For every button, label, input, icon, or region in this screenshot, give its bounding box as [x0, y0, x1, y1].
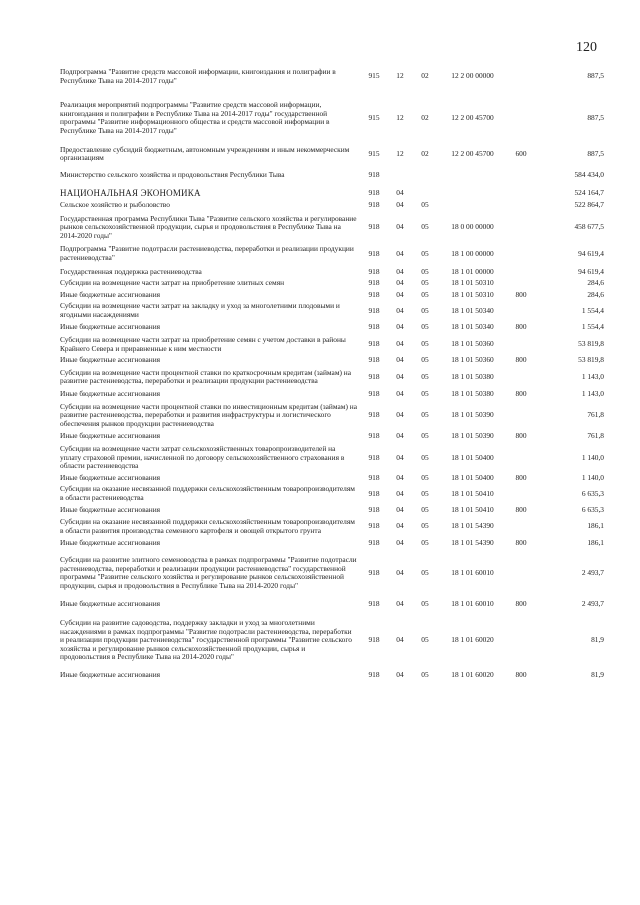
subsection-code: 05 — [421, 289, 429, 299]
row-name: Субсидии на возмещение части затрат на приобретение семян с учетом доставки в районы Крайнего Севера и приравненные к ним местности — [60, 335, 346, 353]
expense-type-code — [508, 171, 534, 190]
section-code: 04 — [396, 372, 404, 382]
ministry-code: 918 — [368, 305, 380, 315]
section-code: 04 — [396, 669, 404, 679]
table-row — [60, 201, 604, 215]
amount: 1 140,0 — [581, 452, 604, 462]
amount: 2 493,7 — [581, 599, 604, 609]
section-code: 04 — [396, 248, 404, 258]
target-article-code: 18 1 01 54390 — [451, 521, 494, 531]
subsection-code: 05 — [421, 199, 429, 209]
expense-type-code: 800 — [515, 538, 527, 548]
subsection-code — [413, 171, 437, 190]
target-article-code: 18 1 01 60010 — [451, 599, 494, 609]
table-row — [60, 671, 604, 680]
expense-type-code — [508, 279, 534, 291]
section-code: 12 — [396, 113, 404, 123]
expense-type-code — [508, 201, 534, 215]
section-code: 04 — [396, 305, 404, 315]
target-article-code: 18 1 01 50410 — [451, 504, 494, 514]
row-name: Иные бюджетные ассигнования — [60, 389, 161, 399]
subsection-code: 02 — [421, 148, 429, 158]
ministry-code: 918 — [368, 266, 380, 276]
page-number: 120 — [576, 40, 597, 55]
amount: 458 677,5 — [574, 222, 604, 232]
target-article-code: 18 1 01 50340 — [451, 305, 494, 315]
amount: 1 140,0 — [581, 472, 604, 482]
section-code: 04 — [396, 222, 404, 232]
row-name: Предоставление субсидий бюджетным, автономным учреждениям и иным некоммерческим организациям — [60, 144, 350, 163]
ministry-code: 918 — [368, 472, 380, 482]
row-name: Субсидии на оказание несвязанной поддержки сельскохозяйственным товаропроизводителям в области растениеводства — [60, 484, 355, 502]
row-name: Субсидии на возмещение части процентной ставки по инвестиционным кредитам (займам) на развитие растениеводства, переработки и развития инфраструктуры и логистического обеспечения рынков продукции растениеводства — [60, 401, 357, 428]
row-name: Иные бюджетные ассигнования — [60, 538, 161, 548]
amount: 887,5 — [587, 148, 604, 158]
row-name: Субсидии на оказание несвязанной поддержки сельскохозяйственным товаропроизводителям в области развития производства семенного картофеля и овощей открытого грунта — [60, 517, 355, 535]
table-row — [60, 556, 604, 600]
expense-type-code — [508, 619, 534, 671]
subsection-code: 05 — [421, 488, 429, 498]
ministry-code: 918 — [368, 567, 380, 577]
subsection-code: 05 — [421, 521, 429, 531]
amount: 186,1 — [587, 521, 604, 531]
subsection-code: 02 — [421, 71, 429, 81]
table-row — [60, 600, 604, 619]
table-row — [60, 171, 604, 190]
ministry-code: 915 — [368, 113, 380, 123]
subsection-code: 05 — [421, 669, 429, 679]
section-code: 04 — [396, 567, 404, 577]
target-article-code: 12 2 00 00000 — [451, 71, 494, 81]
target-article-code: 18 1 01 60020 — [451, 669, 494, 679]
row-name: Субсидии на возмещение части затрат на приобретение элитных семян — [60, 278, 285, 288]
row-name: Субсидии на развитие элитного семеноводства в рамках подпрограммы "Развитие подотрасли растениеводства, переработки и реализации продукции растениеводства" государственной программы "Развитие сельского хозяйства и регулирование рынков сельскохозяйственной продукции, сырья и продовольствия в Республике Тыва на 2014-2020 годы" — [60, 554, 357, 590]
budget-table-body — [60, 68, 604, 679]
row-name: Иные бюджетные ассигнования — [60, 322, 161, 332]
section-code: 12 — [396, 148, 404, 158]
subsection-code: 02 — [421, 113, 429, 123]
section-code: 04 — [396, 431, 404, 441]
section-code: 04 — [396, 355, 404, 365]
row-name: Министерство сельского хозяйства и продовольствия Республики Тыва — [60, 169, 285, 179]
amount: 584 434,0 — [574, 169, 604, 179]
section-code: 04 — [396, 278, 404, 288]
section-code — [387, 171, 413, 190]
table-row — [60, 485, 604, 505]
expense-type-code — [508, 68, 534, 101]
row-name: Субсидии на возмещение части затрат на закладку и уход за многолетними плодовыми и ягодными насаждениями — [60, 301, 340, 319]
subsection-code: 05 — [421, 372, 429, 382]
subsection-code: 05 — [421, 504, 429, 514]
subsection-code: 05 — [421, 355, 429, 365]
expense-type-code: 800 — [515, 289, 527, 299]
amount: 94 619,4 — [578, 266, 604, 276]
amount: 887,5 — [587, 71, 604, 81]
subsection-code: 05 — [421, 278, 429, 288]
ministry-code: 918 — [368, 222, 380, 232]
row-name: Сельское хозяйство и рыболовство — [60, 199, 170, 209]
amount: 761,8 — [587, 410, 604, 420]
target-article-code: 18 1 01 50380 — [451, 389, 494, 399]
amount: 6 635,3 — [581, 504, 604, 514]
section-code: 04 — [396, 635, 404, 645]
subsection-code: 05 — [421, 538, 429, 548]
row-name: Подпрограмма "Развитие средств массовой информации, книгоиздания и полиграфии в Республике Тыва на 2014-2017 годы" — [60, 67, 336, 85]
ministry-code: 918 — [368, 355, 380, 365]
target-article-code: 18 1 01 50360 — [451, 339, 494, 349]
section-code: 04 — [396, 389, 404, 399]
ministry-code: 918 — [368, 635, 380, 645]
expense-type-code: 800 — [515, 599, 527, 609]
section-code: 04 — [396, 289, 404, 299]
amount: 284,6 — [587, 289, 604, 299]
expense-type-code: 600 — [515, 148, 527, 158]
target-article-code: 12 2 00 45700 — [451, 148, 494, 158]
ministry-code: 915 — [368, 148, 380, 158]
row-name: Иные бюджетные ассигнования — [60, 472, 161, 482]
section-code: 04 — [396, 410, 404, 420]
expense-type-code: 800 — [515, 504, 527, 514]
target-article-code: 18 1 01 50400 — [451, 452, 494, 462]
table-row — [60, 403, 604, 433]
amount: 1 143,0 — [581, 372, 604, 382]
table-row — [60, 302, 604, 323]
section-code: 04 — [396, 266, 404, 276]
expense-type-code — [508, 268, 534, 280]
target-article-code: 18 1 01 50380 — [451, 372, 494, 382]
row-name: Реализация мероприятий подпрограммы "Развитие средств массовой информации, книгоиздания и полиграфии в Республике Тыва на 2014-2017 годы" государственной программы "Развитие информационного общества и средств массовой информации в Республике Тыва на 2014-2017 годы" — [60, 100, 330, 135]
row-name: Подпрограмма "Развитие подотрасли растениеводства, переработки и реализации продукции растениеводства" — [60, 244, 354, 262]
amount: 2 493,7 — [581, 567, 604, 577]
ministry-code: 918 — [368, 538, 380, 548]
section-code: 04 — [396, 452, 404, 462]
amount: 1 554,4 — [581, 305, 604, 315]
target-article-code: 18 1 01 50400 — [451, 472, 494, 482]
amount: 186,1 — [587, 538, 604, 548]
table-row — [60, 369, 604, 390]
target-article-code: 18 1 00 00000 — [451, 248, 494, 258]
row-name: Иные бюджетные ассигнования — [60, 431, 161, 441]
ministry-code: 918 — [368, 389, 380, 399]
expense-type-code — [508, 445, 534, 474]
section-code: 04 — [396, 339, 404, 349]
amount: 53 819,8 — [578, 355, 604, 365]
ministry-code: 918 — [368, 199, 380, 209]
subsection-code: 05 — [421, 222, 429, 232]
amount: 1 143,0 — [581, 389, 604, 399]
table-row — [60, 279, 604, 291]
ministry-code: 918 — [368, 289, 380, 299]
amount: 522 864,7 — [574, 199, 604, 209]
ministry-code: 918 — [368, 248, 380, 258]
table-row — [60, 390, 604, 403]
table-row — [60, 445, 604, 474]
target-article-code — [437, 171, 508, 190]
table-row — [60, 68, 604, 101]
target-article-code: 18 1 01 50390 — [451, 431, 494, 441]
row-name: Государственная программа Республики Тыва "Развитие сельского хозяйства и регулирование рынков сельскохозяйственной продукции, сырья и продовольствия в Республике Тыва на 2014-2020 годы" — [60, 213, 357, 240]
amount: 6 635,3 — [581, 488, 604, 498]
table-row — [60, 146, 604, 171]
amount: 94 619,4 — [578, 248, 604, 258]
amount: 887,5 — [587, 113, 604, 123]
row-name: Государственная поддержка растениеводства — [60, 266, 202, 276]
ministry-code: 918 — [368, 322, 380, 332]
target-article-code: 12 2 00 45700 — [451, 113, 494, 123]
target-article-code: 18 1 01 50310 — [451, 289, 494, 299]
expense-type-code — [508, 336, 534, 356]
table-row — [60, 539, 604, 556]
ministry-code: 918 — [368, 521, 380, 531]
section-code: 04 — [396, 188, 404, 198]
amount: 53 819,8 — [578, 339, 604, 349]
amount: 81,9 — [591, 669, 604, 679]
ministry-code: 918 — [368, 669, 380, 679]
expense-type-code: 800 — [515, 355, 527, 365]
row-name: Субсидии на возмещение части затрат сельскохозяйственных товаропроизводителей на уплату страховой премии, начисленной по договору сельскохозяйственного страхования в области растениеводства — [60, 444, 345, 471]
ministry-code: 918 — [368, 169, 380, 179]
target-article-code: 18 1 01 50410 — [451, 488, 494, 498]
target-article-code: 18 1 01 00000 — [451, 266, 494, 276]
row-name: Иные бюджетные ассигнования — [60, 504, 161, 514]
section-code: 04 — [396, 599, 404, 609]
target-article-code: 18 0 00 00000 — [451, 222, 494, 232]
subsection-code: 05 — [421, 635, 429, 645]
target-article-code: 18 1 01 50310 — [451, 278, 494, 288]
ministry-code: 918 — [368, 504, 380, 514]
target-article-code: 18 1 01 60010 — [451, 567, 494, 577]
ministry-code: 918 — [368, 339, 380, 349]
ministry-code: 918 — [368, 488, 380, 498]
amount: 1 554,4 — [581, 322, 604, 332]
expense-type-code — [508, 101, 534, 145]
expense-type-code: 800 — [515, 322, 527, 332]
subsection-code: 05 — [421, 322, 429, 332]
subsection-code: 05 — [421, 452, 429, 462]
subsection-code: 05 — [421, 389, 429, 399]
subsection-code: 05 — [421, 266, 429, 276]
amount: 524 164,7 — [574, 188, 604, 198]
subsection-code: 05 — [421, 339, 429, 349]
expense-type-code — [508, 189, 534, 201]
expense-type-code: 800 — [515, 431, 527, 441]
section-code: 04 — [396, 472, 404, 482]
amount: 81,9 — [591, 635, 604, 645]
expense-type-code — [508, 369, 534, 390]
row-name: Иные бюджетные ассигнования — [60, 355, 161, 365]
table-row — [60, 336, 604, 356]
subsection-code: 05 — [421, 567, 429, 577]
table-row — [60, 356, 604, 369]
expense-type-code — [508, 403, 534, 433]
expense-type-code — [508, 518, 534, 539]
subsection-code: 05 — [421, 599, 429, 609]
target-article-code — [437, 201, 508, 215]
ministry-code: 918 — [368, 431, 380, 441]
expense-type-code: 800 — [515, 389, 527, 399]
expense-type-code — [508, 485, 534, 505]
expense-type-code: 800 — [515, 669, 527, 679]
subsection-code: 05 — [421, 431, 429, 441]
ministry-code: 918 — [368, 452, 380, 462]
target-article-code: 18 1 01 50390 — [451, 410, 494, 420]
table-row — [60, 215, 604, 246]
target-article-code: 18 1 01 54390 — [451, 538, 494, 548]
amount: 761,8 — [587, 431, 604, 441]
expense-type-code: 800 — [515, 472, 527, 482]
table-row — [60, 518, 604, 539]
table-row — [60, 619, 604, 671]
expense-type-code — [508, 556, 534, 600]
row-name: Иные бюджетные ассигнования — [60, 289, 161, 299]
row-name: Субсидии на возмещение части процентной ставки по краткосрочным кредитам (займам) на развитие растениеводства, переработки и реализации продукции растениеводства — [60, 367, 352, 386]
section-code: 04 — [396, 521, 404, 531]
row-name: Иные бюджетные ассигнования — [60, 599, 161, 609]
section-code: 04 — [396, 538, 404, 548]
expense-type-code — [508, 302, 534, 323]
target-article-code — [437, 189, 508, 201]
subsection-code: 05 — [421, 472, 429, 482]
subsection-code: 05 — [421, 410, 429, 420]
ministry-code: 915 — [368, 71, 380, 81]
expense-type-code — [508, 215, 534, 246]
target-article-code: 18 1 01 60020 — [451, 635, 494, 645]
section-code: 12 — [396, 71, 404, 81]
section-code: 04 — [396, 488, 404, 498]
ministry-code: 918 — [368, 278, 380, 288]
amount: 284,6 — [587, 278, 604, 288]
row-name: Субсидии на развитие садоводства, поддержку закладки и уход за многолетними насаждениями в рамках подпрограммы "Развитие подотрасли растениеводства, переработки и реализации продукции растениеводства" государственной программы "Развитие сельского хозяйства и регулирование рынков сельскохозяйственной продукции, сырья и продовольствия в Республике Тыва на 2014-2020 годы" — [60, 617, 352, 662]
row-name: НАЦИОНАЛЬНАЯ ЭКОНОМИКА — [60, 188, 201, 199]
expense-type-code — [508, 245, 534, 267]
subsection-code: 05 — [421, 248, 429, 258]
ministry-code: 918 — [368, 372, 380, 382]
budget-table — [60, 68, 604, 679]
section-code: 04 — [396, 504, 404, 514]
ministry-code: 918 — [368, 410, 380, 420]
ministry-code: 918 — [368, 188, 380, 198]
ministry-code: 918 — [368, 599, 380, 609]
section-code: 04 — [396, 322, 404, 332]
target-article-code: 18 1 01 50360 — [451, 355, 494, 365]
table-row — [60, 101, 604, 145]
section-code: 04 — [396, 199, 404, 209]
table-row — [60, 245, 604, 267]
target-article-code: 18 1 01 50340 — [451, 322, 494, 332]
row-name: Иные бюджетные ассигнования — [60, 669, 161, 679]
subsection-code: 05 — [421, 305, 429, 315]
